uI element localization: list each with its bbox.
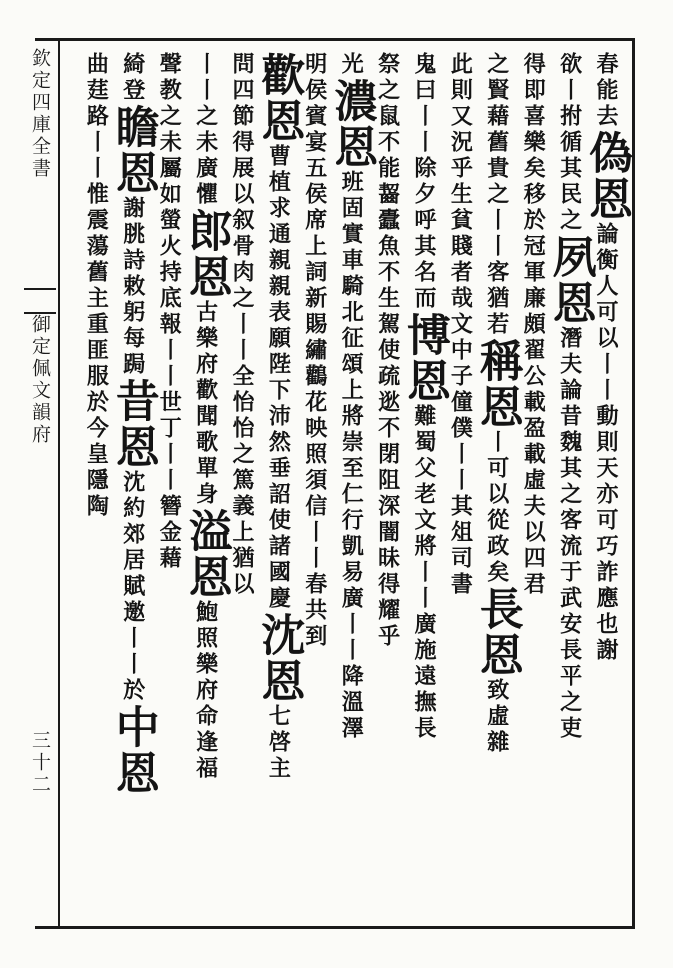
text-column <box>73 52 119 922</box>
column-text: 之賢藉舊貴之丨丨客猶若稱恩丨可以從政矣長恩致虛雜 <box>471 52 523 756</box>
column-text: 曲莛路丨丨惟震蕩舊主重匪服於今皇隱陶 <box>83 52 110 520</box>
column-text: 祭之鼠不能齧蠹魚不生駕使疏逖不閉阻深闇昧得耀乎 <box>374 52 401 650</box>
gutter-top-title: 欽定四庫全書 <box>29 48 51 180</box>
headword: 博恩 <box>399 312 450 404</box>
headword: 長恩 <box>471 586 523 678</box>
gutter-inner-line <box>58 38 60 929</box>
headword: 夙恩 <box>544 234 596 326</box>
right-border <box>632 38 635 929</box>
headword: 溢恩 <box>180 508 232 600</box>
headword: 沈恩 <box>253 612 305 704</box>
column-text: 春能去偽恩論衡人可以丨丨動則天亦可巧詐應也謝 <box>581 52 632 664</box>
headword: 稱恩 <box>471 338 523 430</box>
headword: 歡恩 <box>253 52 305 144</box>
column-text: 問四節得展以叙骨肉之丨丨全怡怡之篤義上猶以 <box>229 52 255 598</box>
column-text: 丨丨之未廣懼郎恩古樂府歡聞歌單身溢恩鮑照樂府命逢福 <box>180 52 232 782</box>
column-text: 得即喜樂矣移於冠軍廉頗翟公載盈載虛夫以四君 <box>520 52 547 598</box>
headword: 昔恩 <box>107 378 159 470</box>
column-text: 鬼曰丨丨除夕呼其名而博恩難蜀父老文將丨丨廣施遠撫長 <box>399 52 450 742</box>
column-text: 欲丨拊循其民之夙恩潛夫論昔魏其之客流于武安長平之吏 <box>544 52 596 742</box>
column-text: 明侯賓宴五侯席上詞新賜繡鸛花映照須信丨丨春共到 <box>301 52 328 650</box>
headword: 瞻恩 <box>107 104 159 196</box>
bottom-border <box>35 926 635 929</box>
gutter-page-number: 三十二 <box>29 730 51 796</box>
column-text: 歡恩曹植求通親親表願陛下沛然垂詔使諸國慶沈恩七啓主 <box>253 52 305 782</box>
gutter-book-title: 御定佩文韻府 <box>29 314 51 446</box>
top-border <box>35 38 635 41</box>
column-text: 光濃恩班固實車騎北征頌上將崇至仁行凱易廣丨丨降溫澤 <box>326 52 378 742</box>
column-text: 綺登瞻恩謝朓詩敕躬每跼昔恩沈約郊居賦邀丨丨於中恩 <box>107 52 159 796</box>
headword: 偽恩 <box>581 130 632 222</box>
headword: 郎恩 <box>180 208 232 300</box>
headword: 濃恩 <box>326 78 378 170</box>
column-text: 此則又況乎生貧賤者哉文中子僮僕丨丨其俎司書 <box>447 52 474 598</box>
headword: 中恩 <box>107 704 159 796</box>
gutter-fishtail <box>24 288 56 314</box>
column-text: 聲教之未屬如螢火持底報丨丨世丁丨丨簪金藉 <box>156 52 183 572</box>
